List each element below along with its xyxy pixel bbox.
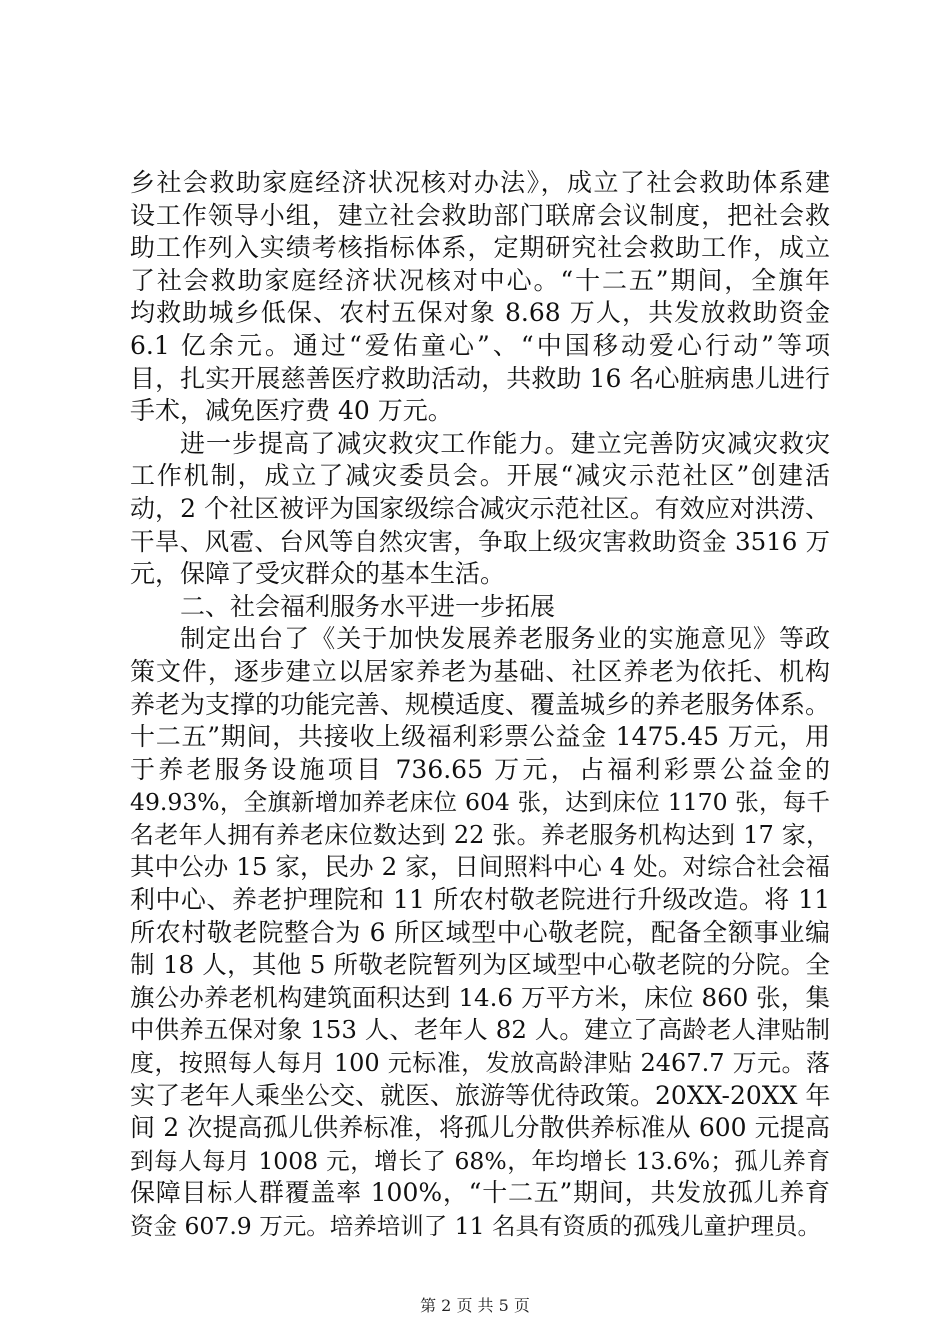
text-line: 均救助城乡低保、农村五保对象 8.68 万人，共发放救助资金 [130, 298, 830, 328]
text-line: 中供养五保对象 153 人、老年人 82 人。建立了高龄老人津贴制 [130, 1015, 830, 1045]
text-line: 旗公办养老机构建筑面积达到 14.6 万平方米，床位 860 张，集 [130, 982, 830, 1012]
text-line: 于养老服务设施项目 736.65 万元，占福利彩票公益金的 [130, 754, 830, 784]
text-line: 手术，减免医疗费 40 万元。 [130, 396, 453, 426]
text-line: 利中心、养老护理院和 11 所农村敬老院进行升级改造。将 11 [130, 885, 830, 915]
document-body [130, 167, 830, 1243]
text-line: 动，2 个社区被评为国家级综合减灾示范社区。有效应对洪涝、 [130, 493, 830, 523]
text-line: 间 2 次提高孤儿供养标准，将孤儿分散供养标准从 600 元提高 [130, 1113, 830, 1143]
text-line: 元，保障了受灾群众的基本生活。 [130, 559, 506, 589]
paragraph-elderly-welfare [130, 623, 830, 1242]
text-line: 养老为支撑的功能完善、规模适度、覆盖城乡的养老服务体系。 [130, 689, 831, 719]
text-line: 策文件，逐步建立以居家养老为基础、社区养老为依托、机构 [130, 656, 830, 686]
text-line: 十二五”期间，共接收上级福利彩票公益金 1475.45 万元，用 [130, 722, 830, 752]
text-line: 目，扎实开展慈善医疗救助活动，共救助 16 名心脏病患儿进行 [130, 363, 830, 393]
text-line: 6.1 亿余元。通过“爱佑童心”、“中国移动爱心行动”等项 [130, 330, 830, 360]
text-line: 名老年人拥有养老床位数达到 22 张。养老服务机构达到 17 家， [130, 820, 830, 849]
text-line: 到每人每月 1008 元，增长了 68%，年均增长 13.6%；孤儿养育 [130, 1146, 830, 1175]
paragraph-social-assistance [130, 167, 830, 428]
text-line: 助工作列入实绩考核指标体系，定期研究社会救助工作，成立 [130, 233, 830, 263]
text-line: 度，按照每人每月 100 元标准，发放高龄津贴 2467.7 万元。落 [130, 1049, 830, 1078]
section-heading [130, 591, 830, 624]
page-number-footer: 第 2 页 共 5 页 [420, 1296, 530, 1315]
heading-line: 二、社会福利服务水平进一步拓展 [180, 591, 556, 621]
text-line: 资金 607.9 万元。培养培训了 11 名具有资质的孤残儿童护理员。 [130, 1212, 822, 1240]
text-line: 保障目标人群覆盖率 100%，“十二五”期间，共发放孤儿养育 [130, 1178, 830, 1208]
text-line: 其中公办 15 家，民办 2 家，日间照料中心 4 处。对综合社会福 [130, 852, 830, 882]
text-line: 工作机制，成立了减灾委员会。开展“减灾示范社区”创建活 [130, 461, 830, 491]
text-line: 实了老年人乘坐公交、就医、旅游等优待政策。20XX-20XX 年 [130, 1080, 831, 1110]
text-line: 设工作领导小组，建立社会救助部门联席会议制度，把社会救 [130, 200, 830, 230]
text-line: 制定出台了《关于加快发展养老服务业的实施意见》等政 [180, 624, 830, 654]
text-line: 了社会救助家庭经济状况核对中心。“十二五”期间，全旗年 [130, 265, 830, 295]
paragraph-disaster-relief [130, 428, 830, 591]
text-line: 制 18 人，其他 5 所敬老院暂列为区域型中心敬老院的分院。全 [130, 950, 830, 980]
text-line: 所农村敬老院整合为 6 所区域型中心敬老院，配备全额事业编 [130, 917, 830, 947]
text-line: 49.93%，全旗新增加养老床位 604 张，达到床位 1170 张，每千 [130, 788, 830, 817]
text-line: 干旱、风雹、台风等自然灾害，争取上级灾害救助资金 3516 万 [130, 526, 830, 556]
text-line: 乡社会救助家庭经济状况核对办法》，成立了社会救助体系建 [130, 168, 830, 197]
text-line: 进一步提高了减灾救灾工作能力。建立完善防灾减灾救灾 [180, 428, 830, 458]
